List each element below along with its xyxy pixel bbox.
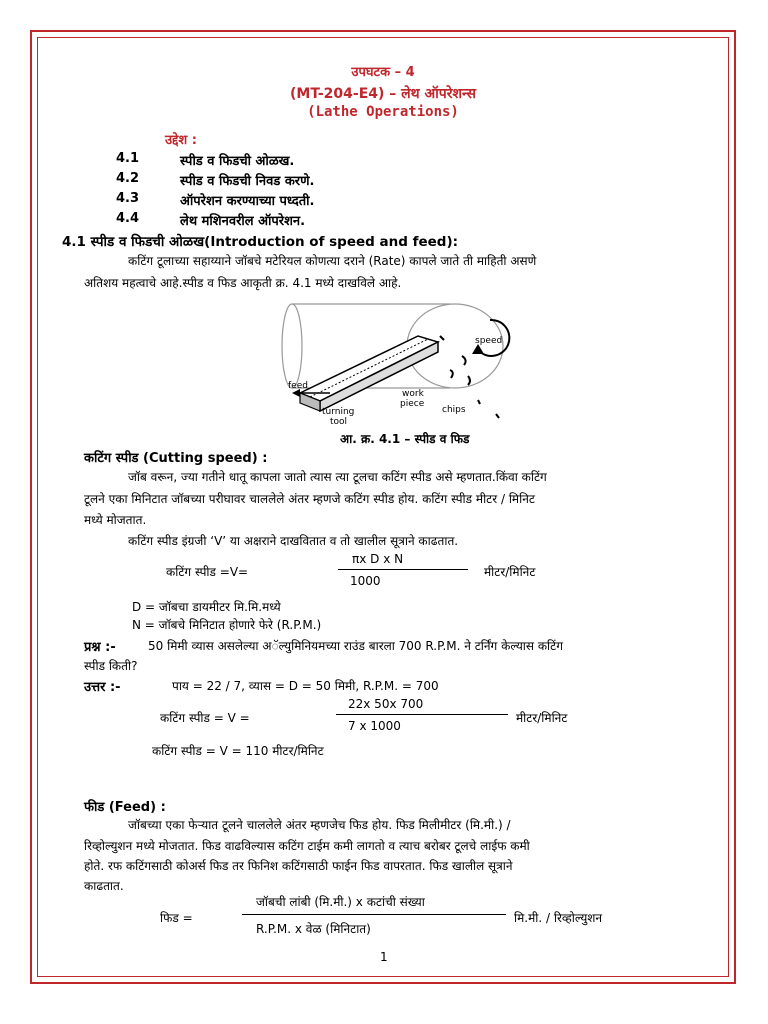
cutting-speed-formula-intro: कटिंग स्पीड इंग्रजी ‘V’ या अक्षराने दाखवितात व तो खालील सूत्राने काढतात.	[128, 534, 459, 548]
answer-given: पाय = 22 / 7, व्यास = D = 50 मिमी, R.P.M. = 700	[172, 679, 439, 693]
page-number: 1	[380, 950, 388, 964]
feed-heading: फीड (Feed) :	[84, 800, 166, 815]
answer-result: कटिंग स्पीड = V = 110 मीटर/मिनिट	[152, 744, 324, 758]
feed-formula-denominator: R.P.M. x वेळ (मिनिटात)	[256, 922, 371, 936]
cutting-speed-text-line: मध्ये मोजतात.	[84, 513, 147, 527]
formula-denominator: 1000	[350, 574, 381, 588]
svg-text:turning: turning	[322, 407, 355, 417]
fraction-bar	[338, 569, 468, 570]
cutting-speed-text-line: जॉब वरून, ज्या गतीने धातू कापला जातो त्यास त्या टूलचा कटिंग स्पीड असे म्हणतात.किंवा कटिंग	[128, 470, 547, 484]
svg-text:tool: tool	[330, 417, 348, 427]
objective-item: 4.4 लेथ मशिनवरील ऑपरेशन.	[116, 211, 306, 229]
fraction-bar	[336, 714, 508, 715]
objective-item: 4.2 स्पीड व फिडची निवड करणे.	[116, 171, 315, 189]
definition-d: D = जॉबचा डायमीटर मि.मि.मध्ये	[132, 600, 281, 614]
english-title: (Lathe Operations)	[307, 104, 459, 120]
feed-formula-unit: मि.मी. / रिव्होल्युशन	[514, 911, 603, 925]
formula-lhs: कटिंग स्पीड =V=	[166, 565, 249, 579]
question-text-line: 50 मिमी व्यास असलेल्या अॅल्युमिनियमच्या राउंड बारला 700 R.P.M. ने टर्निंग केल्यास कटिंग	[148, 639, 563, 653]
feed-text-line: जॉबच्या एका फेऱ्यात टूलने चाललेले अंतर म्हणजेच फिड होय. फिड मिलीमीटर (मि.मी.) /	[128, 818, 511, 832]
cutting-speed-text-line: टूलने एका मिनिटात जॉबच्या परीघावर चाललेले अंतर म्हणजे कटिंग स्पीड होय. कटिंग स्पीड मीटर / मिनिट	[84, 492, 535, 506]
answer-label: उत्तर :-	[84, 680, 121, 695]
section-4-1-text-line: अतिशय महत्वाचे आहे.स्पीड व फिड आकृती क्र. 4.1 मध्ये दाखविले आहे.	[84, 276, 402, 290]
answer-formula-lhs: कटिंग स्पीड = V =	[160, 711, 250, 725]
svg-text:work: work	[402, 389, 424, 399]
feed-text-line: रिव्होल्युशन मध्ये मोजतात. फिड वाढविल्यास कटिंग टाईम कमी लागतो व त्याच बरोबर टूलचे लाईफ कमी	[84, 839, 530, 853]
objective-item: 4.3 ऑपरेशन करण्याच्या पध्दती.	[116, 191, 315, 209]
feed-formula-lhs: फिड =	[160, 911, 193, 925]
feed-formula-numerator: जॉबची लांबी (मि.मी.) x कटांची संख्या	[256, 895, 425, 909]
question-text-line: स्पीड किती?	[84, 659, 138, 673]
section-heading-4-1: 4.1 स्पीड व फिडची ओळख(Introduction of speed and feed):	[62, 234, 459, 250]
svg-text:piece: piece	[400, 399, 425, 409]
cutting-speed-heading: कटिंग स्पीड (Cutting speed) :	[84, 451, 268, 466]
question-label: प्रश्न :-	[84, 640, 116, 655]
figure-caption: आ. क्र. 4.1 – स्पीड व फिड	[340, 432, 470, 446]
definition-n: N = जॉबचे मिनिटात होणारे फेरे (R.P.M.)	[132, 618, 322, 632]
objective-item: 4.1 स्पीड व फिडची ओळख.	[116, 151, 295, 169]
feed-text-line: होते. रफ कटिंगसाठी कोअर्स फिड तर फिनिश कटिंगसाठी फाईन फिड वापरतात. फिड खालील सूत्राने	[84, 859, 513, 873]
feed-text-line: काढतात.	[84, 879, 124, 893]
svg-text:chips: chips	[442, 405, 466, 415]
formula-unit: मीटर/मिनिट	[484, 565, 536, 579]
answer-formula-unit: मीटर/मिनिट	[516, 711, 568, 725]
feed-label: feed	[288, 381, 308, 391]
course-code-title: (MT-204-E4) – लेथ ऑपरेशन्स	[290, 86, 476, 102]
section-4-1-text-line: कटिंग टूलाच्या सहाय्याने जॉबचे मटेरियल कोणत्या दराने (Rate) कापले जाते ती माहिती असणे	[128, 254, 537, 268]
lathe-figure	[280, 298, 530, 430]
fraction-bar	[242, 914, 506, 915]
formula-numerator: πx D x N	[352, 552, 404, 566]
speed-label: speed	[475, 336, 503, 346]
answer-formula-denominator: 7 x 1000	[348, 719, 401, 733]
objectives-title: उद्देश :	[165, 133, 197, 148]
unit-title: उपघटक – 4	[351, 65, 415, 80]
answer-formula-numerator: 22x 50x 700	[348, 697, 424, 711]
